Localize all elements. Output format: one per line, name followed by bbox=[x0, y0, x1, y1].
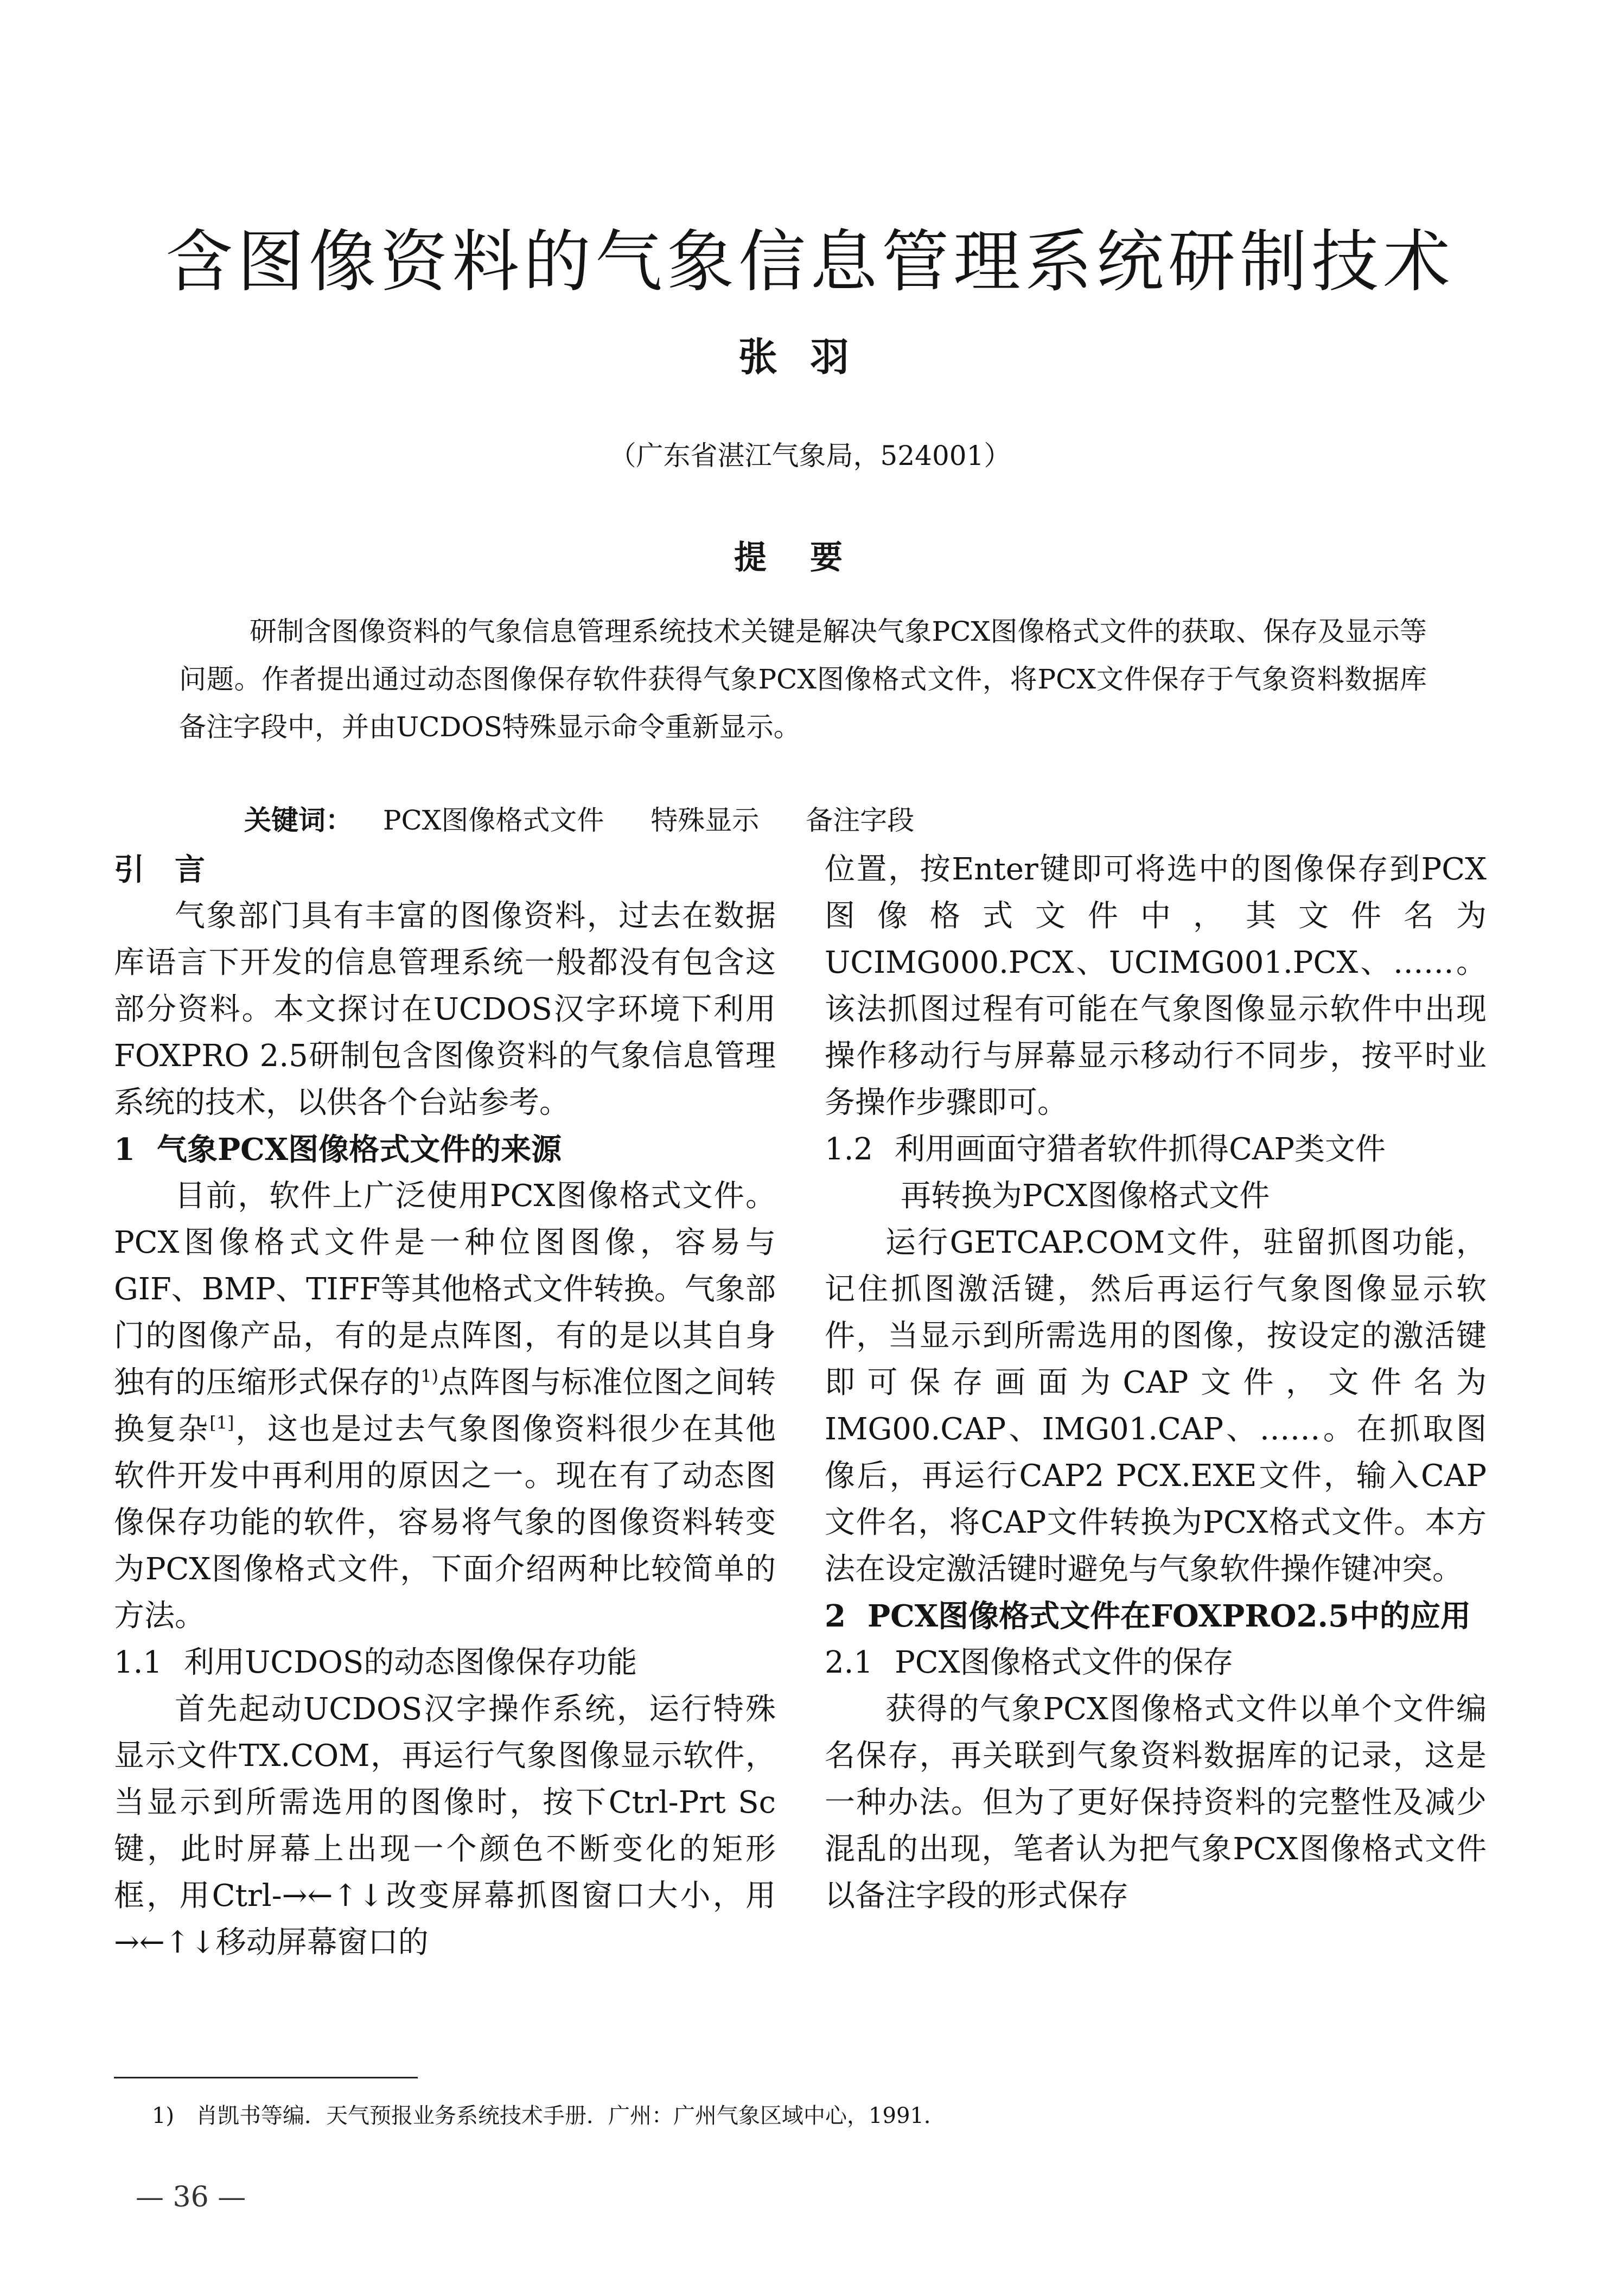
subsection-heading-2-1 bbox=[825, 1640, 1487, 1686]
text-run: 点阵图与标准位图之间转换复杂 bbox=[114, 1365, 776, 1447]
page-number: — 36 — bbox=[136, 2181, 246, 2214]
text-run: 目前，软件上广泛使用PCX图像格式文件。PCX图像格式文件是一种位图图像，容易与GIF、BMP、TIFF等其他格式文件转换。气象部门的图像产品，有的是点阵图，有的是以其自身独有的压缩形式保存的 bbox=[114, 1178, 776, 1400]
keyword-item: PCX图像格式文件 bbox=[382, 805, 604, 836]
section-title: PCX图像格式文件的保存 bbox=[895, 1645, 1234, 1680]
keyword-item: 特殊显示 bbox=[650, 805, 760, 836]
section-heading-intro: 引 言 bbox=[114, 852, 205, 888]
citation-marker: [1] bbox=[209, 1412, 234, 1433]
keywords-label: 关键词： bbox=[244, 804, 353, 836]
author-name: 张羽 bbox=[738, 334, 882, 380]
subsection-heading-1-1 bbox=[114, 1640, 776, 1686]
section-heading-1 bbox=[114, 1126, 776, 1173]
section-title: 气象PCX图像格式文件的来源 bbox=[156, 1132, 562, 1168]
footnote-divider bbox=[114, 2077, 418, 2078]
text-run: ，这也是过去气象图像资料很少在其他软件开发中再利用的原因之一。现在有了动态图像保存功能的软件，容易将气象的图像资料转变为PCX图像格式文件，下面介绍两种比较简单的方法。 bbox=[114, 1412, 776, 1634]
author-affiliation: （广东省湛江气象局，524001） bbox=[609, 440, 1011, 471]
section-heading-2 bbox=[825, 1593, 1487, 1640]
footnote-text: 肖凯书等编．天气预报业务系统技术手册．广州：广州气象区域中心，1991． bbox=[196, 2103, 946, 2128]
section-number: 1.1 bbox=[114, 1645, 163, 1680]
subsection-1-1-continued: 位置，按Enter键即可将选中的图像保存到PCX图像格式文件中，其文件名为UCIMG000.PCX、UCIMG001.PCX、……。该法抓图过程有可能在气象图像显示软件中出现操作移动行与屏幕显示移动行不同步，按平时业务操作步骤即可。 bbox=[825, 852, 1487, 1120]
subsection-1-1-paragraph: 首先起动UCDOS汉字操作系统，运行特殊显示文件TX.COM，再运行气象图像显示软件，当显示到所需选用的图像时，按下Ctrl-Prt Sc键，此时屏幕上出现一个颜色不断变化的矩形框，用Ctrl-→←↑↓改变屏幕抓图窗口大小，用→←↑↓移动屏幕窗口的 bbox=[114, 1692, 776, 1960]
section-title-line2: 再转换为PCX图像格式文件 bbox=[901, 1178, 1270, 1214]
section-title: PCX图像格式文件在FOXPRO2.5中的应用 bbox=[867, 1598, 1471, 1634]
right-column bbox=[825, 846, 1487, 1919]
section-1-paragraph bbox=[114, 1173, 776, 1640]
section-number: 2 bbox=[825, 1598, 846, 1634]
section-number: 2.1 bbox=[825, 1645, 873, 1680]
footnote-marker: 1) bbox=[420, 1366, 439, 1387]
subsection-2-1-paragraph: 获得的气象PCX图像格式文件以单个文件编名保存，再关联到气象资料数据库的记录，这是一种办法。但为了更好保持资料的完整性及减少混乱的出现，笔者认为把气象PCX图像格式文件以备注字段的形式保存 bbox=[825, 1692, 1487, 1914]
keywords-line bbox=[244, 799, 1438, 838]
subsection-heading-1-2 bbox=[825, 1126, 1487, 1220]
article-title: 含图像资料的气象信息管理系统研制技术 bbox=[165, 223, 1455, 302]
abstract-heading: 提要 bbox=[734, 539, 886, 577]
section-title: 利用UCDOS的动态图像保存功能 bbox=[184, 1645, 637, 1680]
left-column bbox=[114, 846, 776, 1966]
subsection-1-2-paragraph: 运行GETCAP.COM文件，驻留抓图功能，记住抓图激活键，然后再运行气象图像显示软件，当显示到所需选用的图像，按设定的激活键即可保存画面为CAP文件，文件名为IMG00.CAP、IMG01.CAP、……。在抓取图像后，再运行CAP2 PCX.EXE文件，输入CAP文件名，将CAP文件转换为PCX格式文件。本方法在设定激活键时避免与气象软件操作键冲突。 bbox=[825, 1225, 1487, 1587]
section-title-line1: 利用画面守猎者软件抓得CAP类文件 bbox=[895, 1132, 1386, 1167]
keyword-item: 备注字段 bbox=[806, 805, 915, 836]
footnote bbox=[152, 2099, 946, 2129]
footnote-mark: 1) bbox=[152, 2103, 175, 2128]
intro-paragraph: 气象部门具有丰富的图像资料，过去在数据库语言下开发的信息管理系统一般都没有包含这部分资料。本文探讨在UCDOS汉字环境下利用FOXPRO 2.5研制包含图像资料的气象信息管理系统的技术，以供各个台站参考。 bbox=[114, 898, 776, 1120]
abstract-text: 研制含图像资料的气象信息管理系统技术关键是解决气象PCX图像格式文件的获取、保存及显示等问题。作者提出通过动态图像保存软件获得气象PCX图像格式文件，将PCX文件保存于气象资料数据库备注字段中，并由UCDOS特殊显示命令重新显示。 bbox=[179, 616, 1427, 743]
section-number: 1.2 bbox=[825, 1132, 873, 1167]
section-number: 1 bbox=[114, 1132, 135, 1168]
